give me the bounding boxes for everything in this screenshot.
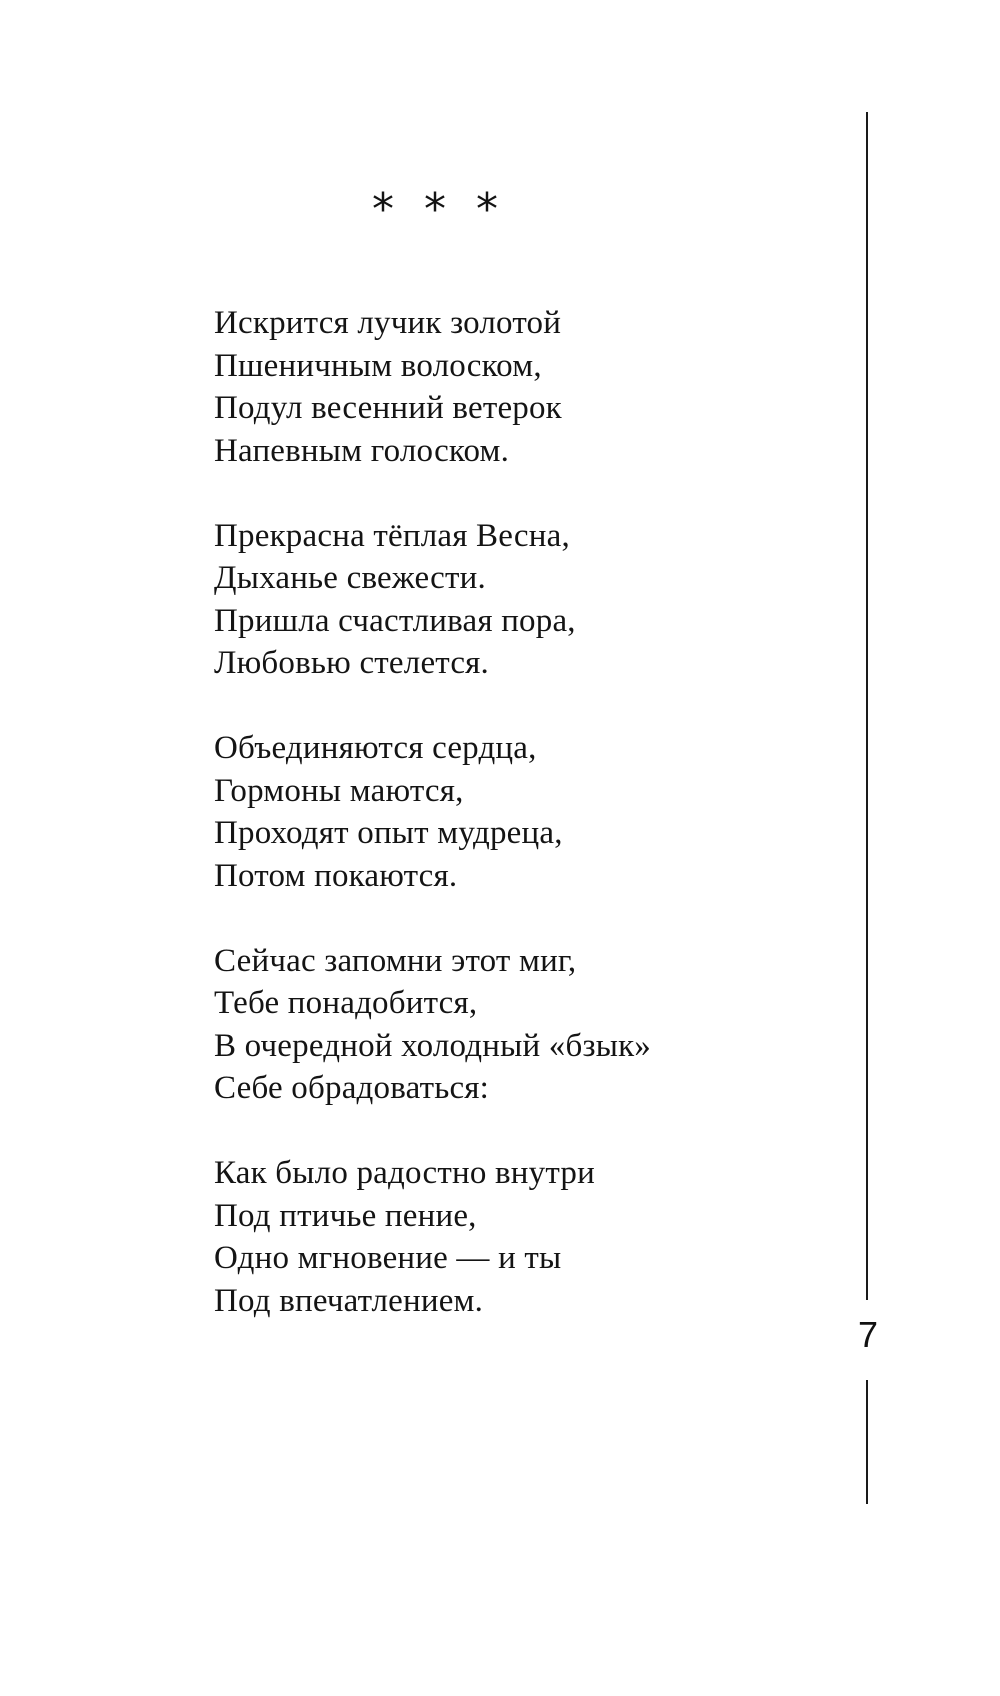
poem-line: Потом покаются. — [214, 857, 458, 894]
margin-rule-top — [866, 112, 868, 1300]
poem-line: Тебе понадобится, — [214, 985, 478, 1021]
poem-line: Проходят опыт мудреца, — [214, 815, 563, 851]
poem-line: Искрится лучик золотой — [214, 305, 562, 341]
stanza-1 — [214, 302, 854, 472]
poem-line: Сейчас запомни этот миг, — [214, 942, 577, 979]
poem-line: Гормоны маются, — [214, 772, 464, 809]
poem-line: Объединяются сердца, — [214, 730, 537, 766]
stanza-5 — [214, 1152, 854, 1322]
stanza-4 — [214, 940, 854, 1110]
poem-body — [214, 302, 854, 1365]
poem-line: Напевным голоском. — [214, 432, 510, 469]
poem-line: Пришла счастливая пора, — [214, 602, 576, 639]
poem-line: Одно мгновение — и ты — [214, 1240, 562, 1276]
poem-line: Дыханье свежести. — [214, 560, 486, 596]
poem-line: Прекрасна тёплая Весна, — [214, 517, 570, 554]
stanza-2 — [214, 515, 854, 685]
poem-line: Под впечатлением. — [214, 1282, 484, 1319]
margin-rule-bottom — [866, 1380, 868, 1504]
poem-line: Под птичье пение, — [214, 1197, 477, 1234]
stanza-3 — [214, 727, 854, 897]
poem-line: Подул весенний ветерок — [214, 390, 562, 426]
poem-line: Пшеничным волоском, — [214, 347, 542, 384]
poem-line: Как было радостно внутри — [214, 1155, 595, 1191]
poem-line: В очередной холодный «бзык» — [214, 1027, 652, 1064]
poem-line: Любовью стелется. — [214, 645, 489, 681]
page-number: 7 — [857, 1314, 879, 1355]
section-divider-asterisks: * * * — [372, 184, 506, 235]
poem-line: Себе обрадоваться: — [214, 1070, 490, 1106]
